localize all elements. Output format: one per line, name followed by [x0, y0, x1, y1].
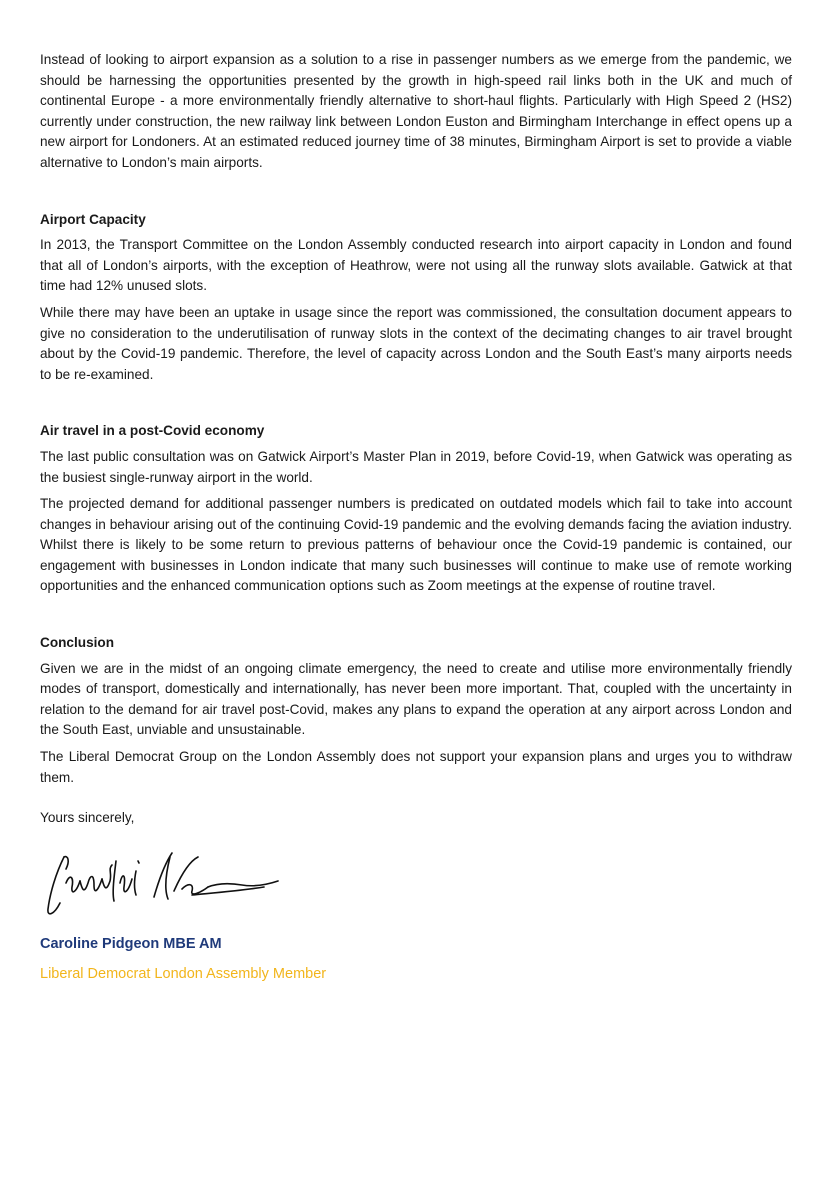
section-heading: Air travel in a post-Covid economy — [40, 423, 265, 439]
letter-body — [40, 50, 792, 985]
handwritten-signature — [42, 843, 282, 923]
section-paragraph: The projected demand for additional passenger numbers is predicated on outdated models which fail to take into account changes in behaviour arising out of the continuing Covid-19 pandemic and the evolving demands facing the aviation industry. Whilst there is likely to be some return to previous patterns of behaviour once the Covid-19 pandemic is contained, our engagement with businesses in London indicate that many such businesses will continue to make use of remote working opportunities and the enhanced communication options such as Zoom meetings at the expense of routine travel. — [40, 496, 792, 594]
closing-salutation: Yours sincerely, — [40, 810, 135, 826]
section-paragraph: The last public consultation was on Gatwick Airport’s Master Plan in 2019, before Covid-19, when Gatwick was operating as the busiest single-runway airport in the world. — [40, 448, 792, 485]
section-air-travel-post-covid — [40, 421, 792, 597]
section-paragraph: Given we are in the midst of an ongoing climate emergency, the need to create and utilise more environmentally friendly modes of transport, domestically and internationally, has never been more important. That, coupled with the uncertainty in relation to the demand for air travel post-Covid, makes any plans to expand the operation at any airport across London and the South East, unviable and unsustainable. — [40, 660, 792, 738]
signatory-role: Liberal Democrat London Assembly Member — [40, 965, 327, 982]
section-paragraph: The Liberal Democrat Group on the London Assembly does not support your expansion plans and urges you to withdraw them. — [40, 749, 792, 785]
section-airport-capacity — [40, 210, 792, 386]
intro-paragraph: Instead of looking to airport expansion as a solution to a rise in passenger numbers as we emerge from the pandemic, we should be harnessing the opportunities presented by the growth in high-speed rail links both in the UK and much of continental Europe - a more environmentally friendly alternative to short-haul flights. Particularly with High Speed 2 (HS2) currently under construction, the new railway link between London Euston and Birmingham Interchange in effect opens up a new airport for Londoners. At an estimated reduced journey time of 38 minutes, Birmingham Airport is set to provide a viable alternative to London’s main airports. — [40, 52, 792, 170]
section-heading: Conclusion — [40, 635, 115, 651]
section-paragraph: In 2013, the Transport Committee on the London Assembly conducted research into airport capacity in London and found that all of London’s airports, with the exception of Heathrow, were not using all the runway slots available. Gatwick at that time had 12% unused slots. — [40, 237, 792, 294]
section-heading: Airport Capacity — [40, 211, 146, 227]
signatory-name: Caroline Pidgeon MBE AM — [40, 935, 222, 952]
section-paragraph: While there may have been an uptake in usage since the report was commissioned, the consultation document appears to give no consideration to the underutilisation of runway slots in the context of the decimating changes to air travel brought about by the Covid-19 pandemic. Therefore, the level of capacity across London and the South East’s many airports needs to be re-examined. — [40, 304, 792, 382]
section-conclusion — [40, 633, 792, 788]
